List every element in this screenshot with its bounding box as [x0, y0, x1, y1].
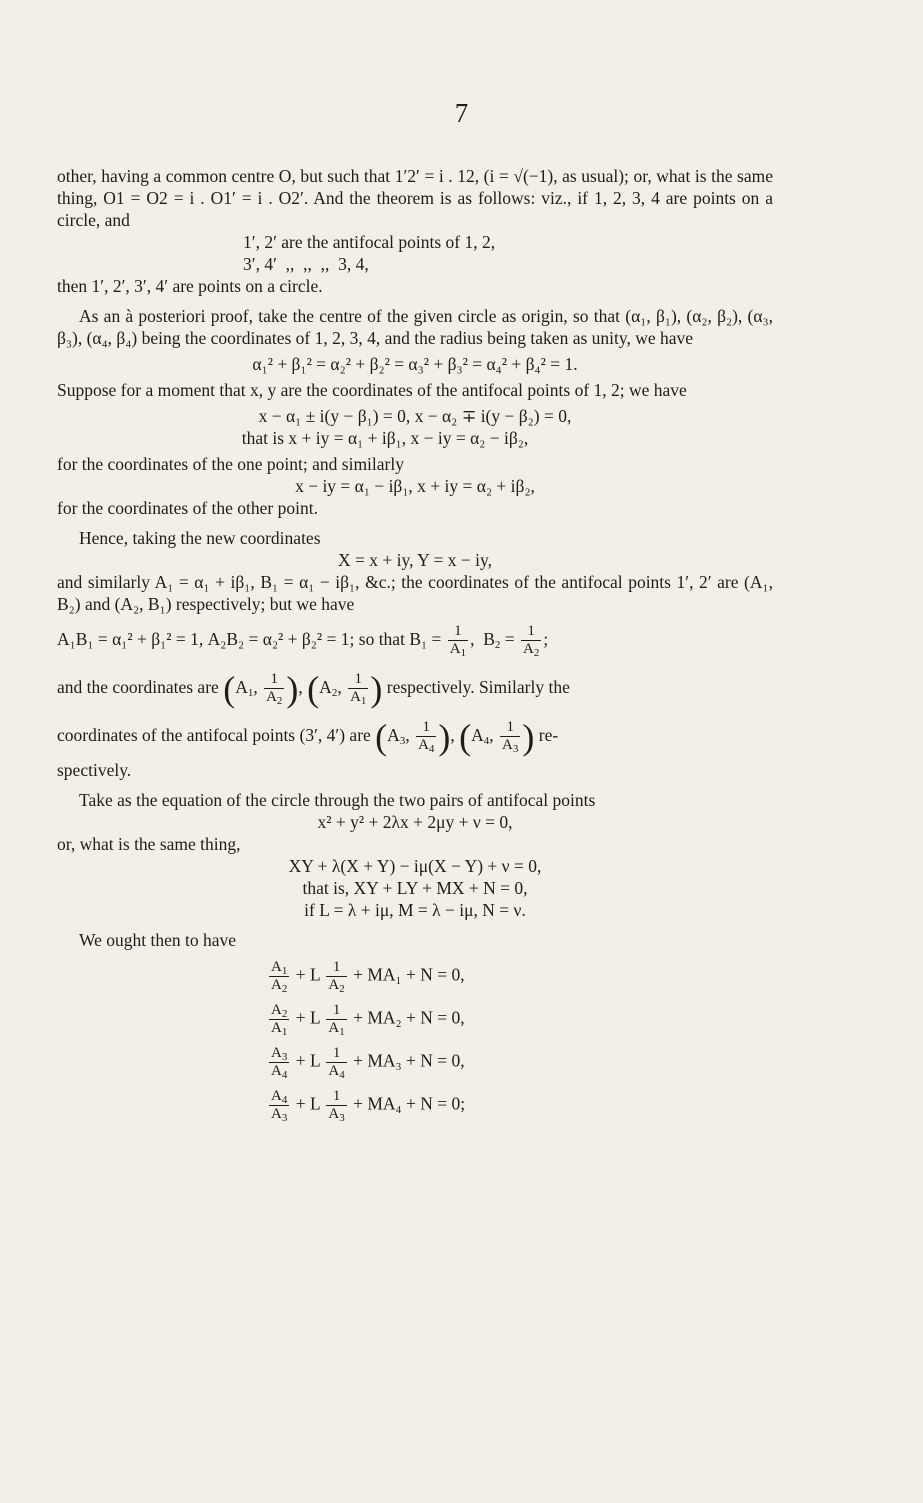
paragraph-10: or, what is the same thing, — [57, 834, 241, 854]
condition-2: $\frac{A_2}{A_1}$ + L $\frac{1}{A_1}$ + MA₂ + N = 0, — [271, 1002, 465, 1038]
antifocal-list — [243, 231, 773, 275]
coordinates-34-text: coordinates of the antifocal points (3′, 4′) are — [57, 725, 371, 745]
paragraph-1: other, having a common centre O, but such that 1′2′ = i . 12, (i = √(−1), as usual); or, what is the same thing, O1 = O2 = i . O1′ = i . O2′. And the theorem is as follows: viz., if 1, 2, 3, 4 are points on a circle, and — [57, 166, 773, 230]
antifocal-line-2: 3′, 4′ ,, ,, ,, 3, 4, — [243, 254, 369, 274]
products-text: A₁B₁ = α₁² + β₁² = 1, A₂B₂ = α₂² + β₂² = 1; so that B₁ = — [57, 629, 442, 649]
condition-4: $\frac{A_4}{A_3}$ + L $\frac{1}{A_3}$ + MA₄ + N = 0; — [271, 1088, 466, 1124]
paragraph-11: We ought then to have — [79, 930, 237, 950]
page-body — [57, 165, 773, 1131]
equation-antifocal-1: x − α₁ ± i(y − β₁) = 0, x − α₂ ∓ i(y − β₂) = 0, — [258, 406, 572, 426]
coordinates-text: and the coordinates are — [57, 677, 219, 697]
line-coordinates-34: coordinates of the antifocal points (3′, 4′) are ($A_3$, $\frac{1}{A_4}$ ), ($A_4$, $\frac{1}{A_3}$ ) re- — [57, 716, 559, 757]
paragraph-6: for the coordinates of the other point. — [57, 498, 318, 518]
condition-1: $\frac{A_1}{A_2}$ + L $\frac{1}{A_2}$ + MA₁ + N = 0, — [271, 959, 465, 995]
equation-new-coordinates: X = x + iy, Y = x − iy, — [337, 550, 493, 570]
page-number: 7 — [454, 98, 469, 128]
line-coordinates-12: and the coordinates are ($A_1$, $\frac{1}{A_2}$ ), ($A_2$, $\frac{1}{A_1}$ ) respectively. Similarly the — [57, 668, 570, 709]
equation-circle: x² + y² + 2λx + 2μy + ν = 0, — [317, 812, 513, 832]
fraction-1-over-A2: $\frac{1}{A_2}$ — [523, 623, 540, 660]
paragraph-3: As an à posteriori proof, take the centre of the given circle as origin, so that (α₁, β₁), (α₂, β₂), (α₃, β₃), (α₄, β₄) being the coordinates of 1, 2, 3, 4, and the radius being taken as unity, we have — [57, 306, 773, 348]
condition-3: $\frac{A_3}{A_4}$ + L $\frac{1}{A_4}$ + MA₃ + N = 0, — [271, 1045, 465, 1081]
equation-definitions: if L = λ + iμ, M = λ − iμ, N = ν. — [304, 900, 526, 920]
paragraph-9: Take as the equation of the circle through the two pairs of antifocal points — [79, 790, 596, 810]
respectively-text: respectively. Similarly the — [386, 677, 570, 697]
line-products: A₁B₁ = α₁² + β₁² = 1, A₂B₂ = α₂² + β₂² = 1; so that B₁ = $\frac{1}{A_1}$ , $B_2$ = $\frac{1}{A_2}$ ; — [57, 623, 549, 660]
antifocal-line-1: 1′, 2′ are the antifocal points of 1, 2, — [243, 232, 496, 252]
equation-circle-LMN: that is, XY + LY + MX + N = 0, — [302, 878, 528, 898]
paragraph-2: then 1′, 2′, 3′, 4′ are points on a circle. — [57, 276, 323, 296]
paragraph-4: Suppose for a moment that x, y are the coordinates of the antifocal points of 1, 2; we have — [57, 380, 687, 400]
paragraph-8: and similarly A₁ = α₁ + iβ₁, B₁ = α₁ − iβ₁, &c.; the coordinates of the antifocal points 1′, 2′ are (A₁, B₂) and (A₂, B₁) respectively; but we have — [57, 572, 773, 614]
equation-antifocal-3: x − iy = α₁ − iβ₁, x + iy = α₂ + iβ₂, — [295, 476, 535, 496]
paragraph-7: Hence, taking the new coordinates — [79, 528, 321, 548]
fraction-1-over-A1: $\frac{1}{A_1}$ — [449, 623, 467, 660]
equation-unit-circle: α₁² + β₁² = α₂² + β₂² = α₃² + β₃² = α₄² + β₄² = 1. — [252, 354, 578, 374]
equation-circle-XY: XY + λ(X + Y) − iμ(X − Y) + ν = 0, — [288, 856, 542, 876]
re-text: re- — [538, 725, 559, 745]
spectively-text: spectively. — [57, 760, 132, 780]
paragraph-5: for the coordinates of the one point; and similarly — [57, 454, 404, 474]
conditions-block — [267, 959, 773, 1123]
equation-antifocal-2: that is x + iy = α₁ + iβ₁, x − iy = α₂ − iβ₂, — [241, 428, 529, 448]
